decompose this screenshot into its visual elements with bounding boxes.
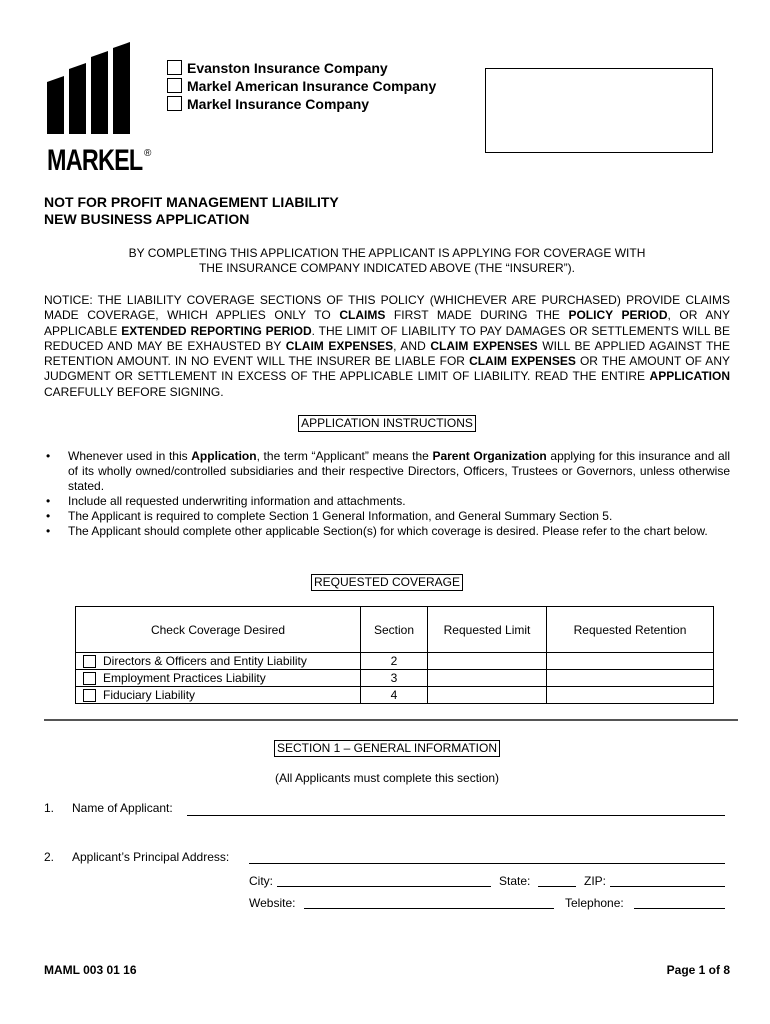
coverage-row <box>76 687 714 704</box>
state-label: State: <box>499 874 531 888</box>
telephone-field[interactable] <box>634 894 725 909</box>
instructions-heading: APPLICATION INSTRUCTIONS <box>298 415 476 432</box>
company-checkbox[interactable] <box>167 96 182 111</box>
instructions-list-wrap <box>42 449 730 539</box>
notice-bold-term: CLAIM EXPENSES <box>285 338 394 353</box>
website-label: Website: <box>249 896 296 910</box>
state-field[interactable] <box>538 872 576 887</box>
markel-logo <box>47 42 159 182</box>
form-title-line1: NOT FOR PROFIT MANAGEMENT LIABILITY <box>44 194 339 210</box>
logo-wordmark: MARKEL <box>47 144 143 177</box>
company-selection <box>167 59 436 113</box>
coverage-table-header <box>76 607 714 653</box>
requested-limit-field[interactable] <box>428 670 547 687</box>
notice-bold-term: CLAIM EXPENSES <box>469 354 576 369</box>
question-1-number: 1. <box>44 801 55 815</box>
section-divider <box>44 719 738 721</box>
intro-line1: BY COMPLETING THIS APPLICATION THE APPLICANT IS APPLYING FOR COVERAGE WITH <box>128 246 646 260</box>
coverage-row <box>76 653 714 670</box>
notice-text: CAREFULLY BEFORE SIGNING. <box>44 384 224 399</box>
notice-text: WILL BE APPLIED AGAINST THE RETENTION AMOUNT. IN NO EVENT WILL THE INSURER BE LIABLE FOR <box>44 338 730 369</box>
coverage-table <box>75 606 714 704</box>
intro-line2: THE INSURANCE COMPANY INDICATED ABOVE (THE “INSURER”). <box>198 261 576 275</box>
company-label: Evanston Insurance Company <box>187 60 388 76</box>
company-option-markel-american[interactable] <box>167 77 436 95</box>
notice-paragraph <box>44 293 730 400</box>
markel-logo-mark <box>47 42 147 134</box>
logo-registered-mark: ® <box>144 148 152 159</box>
coverage-label: Employment Practices Liability <box>103 670 266 685</box>
coverage-heading: REQUESTED COVERAGE <box>311 574 463 591</box>
instruction-item: • Whenever used in this Application, the term “Applicant” means the Parent Organization applying for this insurance and all of its wholly owned/controlled subsidiaries and their respective Directors, Officers, Trustees or Governors, unless otherwise stated. <box>42 449 730 494</box>
coverage-header-cell: Requested Limit <box>428 607 547 653</box>
company-checkbox[interactable] <box>167 78 182 93</box>
coverage-header-cell: Requested Retention <box>547 607 714 653</box>
form-title-line2: NEW BUSINESS APPLICATION <box>44 211 250 227</box>
zip-label: ZIP: <box>584 874 607 888</box>
coverage-label: Directors & Officers and Entity Liability <box>103 653 307 668</box>
applicant-name-field[interactable] <box>187 800 725 816</box>
page-number: Page 1 of 8 <box>666 963 730 977</box>
notice-text: OR THE AMOUNT OF ANY JUDGMENT OR SETTLEMENT IN EXCESS OF THE APPLICABLE LIMIT OF LIABILITY. READ THE ENTIRE <box>44 354 730 384</box>
question-2-number: 2. <box>44 850 55 864</box>
city-field[interactable] <box>277 872 491 887</box>
coverage-checkbox[interactable] <box>83 689 96 702</box>
section1-subheading: (All Applicants must complete this section) <box>274 771 500 785</box>
notice-bold-term: CLAIM EXPENSES <box>430 338 538 353</box>
notice-text: , AND <box>393 338 431 353</box>
instructions-heading-wrap <box>44 415 730 432</box>
company-label: Markel American Insurance Company <box>187 78 437 94</box>
office-use-box <box>485 68 713 153</box>
coverage-heading-wrap <box>44 574 730 591</box>
question-2-label: Applicant’s Principal Address: <box>72 850 230 864</box>
intro-statement <box>44 246 730 276</box>
section1-heading-wrap <box>44 740 730 757</box>
coverage-header-cell: Check Coverage Desired <box>76 607 361 653</box>
notice-bold-term: CLAIMS <box>339 308 386 323</box>
coverage-section-cell: 3 <box>361 670 428 687</box>
notice-text: FIRST MADE DURING THE <box>385 308 569 323</box>
notice-text: . THE LIMIT OF LIABILITY TO PAY DAMAGES OR SETTLEMENTS WILL BE REDUCED AND MAY BE EXHAUSTED BY <box>44 323 730 353</box>
requested-limit-field[interactable] <box>428 687 547 704</box>
notice-text: NOTICE: THE LIABILITY COVERAGE SECTIONS OF THIS POLICY (WHICHEVER ARE PURCHASED) PROVIDE CLAIMS MADE COVERAGE, WHICH APPLIES ONLY TO <box>44 293 730 323</box>
form-number: MAML 003 01 16 <box>44 963 137 977</box>
company-checkbox[interactable] <box>167 60 182 75</box>
requested-retention-field[interactable] <box>547 687 714 704</box>
coverage-checkbox[interactable] <box>83 672 96 685</box>
notice-bold-term: APPLICATION <box>649 369 730 384</box>
notice-bold-term: EXTENDED REPORTING PERIOD <box>121 323 312 338</box>
instruction-item: • Include all requested underwriting information and attachments. <box>42 494 730 509</box>
section1-heading: SECTION 1 – GENERAL INFORMATION <box>274 740 500 757</box>
notice-text: , OR ANY APPLICABLE <box>44 308 731 338</box>
principal-address-field[interactable] <box>249 848 725 864</box>
coverage-header-cell: Section <box>361 607 428 653</box>
requested-retention-field[interactable] <box>547 653 714 670</box>
zip-field[interactable] <box>610 872 725 887</box>
company-option-markel-insurance[interactable] <box>167 95 436 113</box>
coverage-section-cell: 4 <box>361 687 428 704</box>
coverage-row <box>76 670 714 687</box>
company-label: Markel Insurance Company <box>187 96 370 112</box>
instruction-item: • The Applicant should complete other applicable Section(s) for which coverage is desired. Please refer to the chart below. <box>42 524 730 539</box>
company-option-evanston[interactable] <box>167 59 436 77</box>
instructions-list <box>42 449 730 539</box>
question-1-label: Name of Applicant: <box>72 801 173 815</box>
instruction-item: • The Applicant is required to complete Section 1 General Information, and General Summary Section 5. <box>42 509 730 524</box>
coverage-label: Fiduciary Liability <box>103 687 196 702</box>
telephone-label: Telephone: <box>565 896 624 910</box>
city-label: City: <box>249 874 273 888</box>
coverage-checkbox[interactable] <box>83 655 96 668</box>
notice-bold-term: POLICY PERIOD <box>568 308 668 323</box>
coverage-section-cell: 2 <box>361 653 428 670</box>
form-title <box>44 194 544 228</box>
website-field[interactable] <box>304 894 554 909</box>
requested-limit-field[interactable] <box>428 653 547 670</box>
requested-retention-field[interactable] <box>547 670 714 687</box>
